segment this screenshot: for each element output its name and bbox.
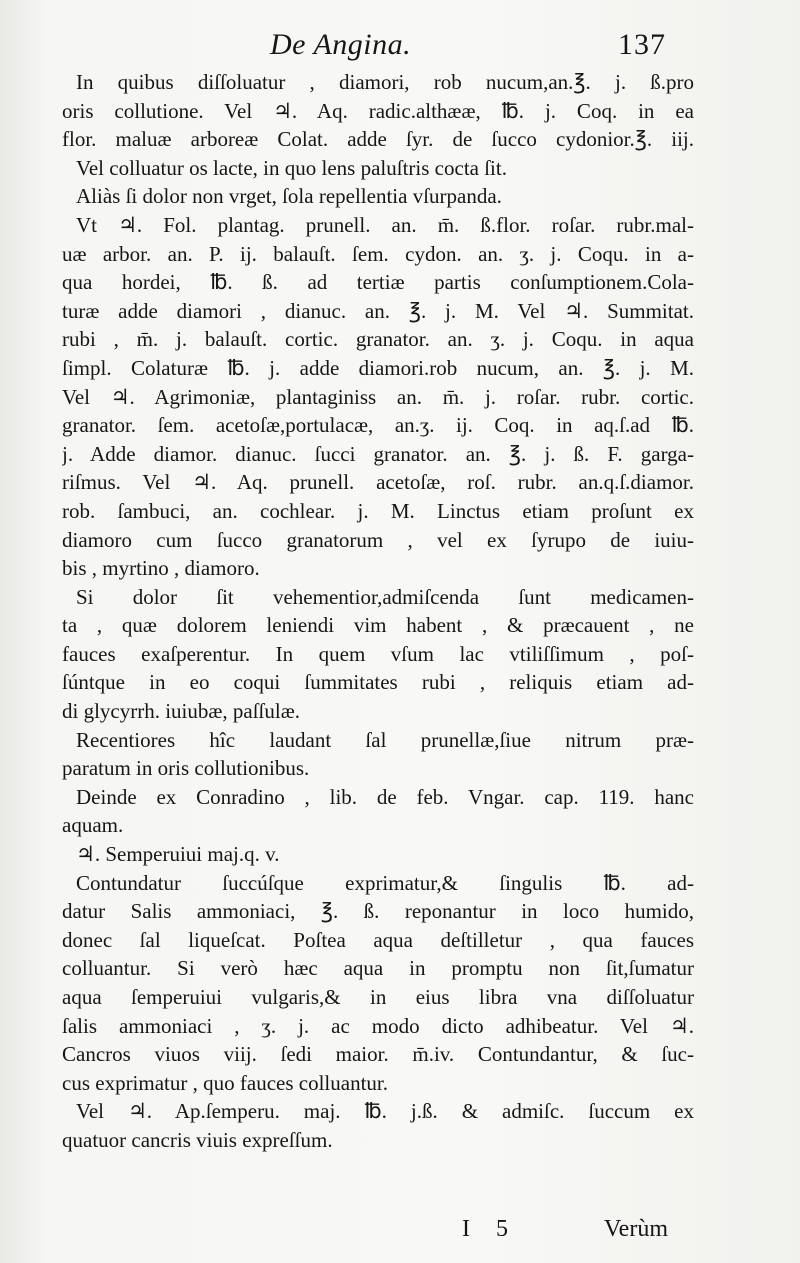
catchword: Verùm xyxy=(604,1216,668,1242)
text-line: Si dolor ſit vehementior,admiſcenda ſunt medicamen- xyxy=(76,584,694,609)
text-line: ſalis ammoniaci , ʒ. j. ac modo dicto adhibeatur. Vel ♃. xyxy=(62,1013,694,1038)
text-line: paratum in oris collutionibus. xyxy=(62,756,310,781)
page-number: 137 xyxy=(618,28,666,61)
text-line: datur Salis ammoniaci, ℥. ß. reponantur in loco humido, xyxy=(62,899,694,924)
text-line: Vel ♃. Agrimoniæ, plantaginiss an. m̄. j. roſar. rubr. cortic. xyxy=(62,384,694,409)
text-line: ſimpl. Colaturæ ℔. j. adde diamori.rob nucum, an. ℥. j. M. xyxy=(62,355,694,380)
text-line: flor. maluæ arboreæ Colat. adde ſyr. de ſucco cydonior.℥. iij. xyxy=(62,127,694,152)
text-line: Deinde ex Conradino , lib. de feb. Vngar. cap. 119. hanc xyxy=(76,784,694,809)
text-line: In quibus diſſoluatur , diamori, rob nucum,an.℥. j. ß.pro xyxy=(76,70,694,94)
text-line: fauces exaſperentur. In quem vſum lac vtiliſſimum , poſ- xyxy=(62,641,694,666)
page-footer xyxy=(0,1216,800,1252)
text-line: Vel colluatur os lacte, in quo lens paluſtris cocta ſit. xyxy=(76,155,507,180)
text-line: Cancros viuos viij. ſedi maior. m̄.iv. Contundantur, & ſuc- xyxy=(62,1042,694,1067)
text-line: riſmus. Vel ♃. Aq. prunell. acetoſæ, roſ. rubr. an.q.ſ.diamor. xyxy=(62,470,694,495)
text-line: ta , quæ dolorem leniendi vim habent , & præcauent , ne xyxy=(62,613,694,638)
text-line: ♃. Semperuiui maj.q. v. xyxy=(76,842,280,867)
text-line: Recentiores hîc laudant ſal prunellæ,ſiue nitrum præ- xyxy=(76,727,694,752)
running-title: De Angina. xyxy=(270,28,412,61)
text-line: turæ adde diamori , dianuc. an. ℥. j. M. Vel ♃. Summitat. xyxy=(62,298,694,323)
page-header xyxy=(0,26,800,70)
text-line: qua hordei, ℔. ß. ad tertiæ partis conſumptionem.Cola- xyxy=(62,270,694,295)
body-text xyxy=(62,68,694,1155)
text-line: ſúntque in eo coqui ſummitates rubi , reliquis etiam ad- xyxy=(62,670,694,695)
text-line: aquam. xyxy=(62,813,124,838)
text-line: j. Adde diamor. dianuc. ſucci granator. an. ℥. j. ß. F. garga- xyxy=(62,441,694,466)
text-line: uæ arbor. an. P. ij. balauſt. ſem. cydon. an. ʒ. j. Coqu. in a- xyxy=(62,241,694,266)
text-line: rob. ſambuci, an. cochlear. j. M. Linctus etiam proſunt ex xyxy=(62,498,694,523)
text-line: diamoro cum ſucco granatorum , vel ex ſyrupo de iuiu- xyxy=(62,527,694,552)
text-line: di glycyrrh. iuiubæ, paſſulæ. xyxy=(62,699,300,724)
text-line: Contundatur ſuccúſque exprimatur,& ſingulis ℔. ad- xyxy=(76,870,694,895)
text-line: cus exprimatur , quo fauces colluantur. xyxy=(62,1070,388,1095)
text-line: oris collutione. Vel ♃. Aq. radic.althææ, ℔. j. Coq. in ea xyxy=(62,98,694,123)
text-line: granator. ſem. acetoſæ,portulacæ, an.ʒ. ij. Coq. in aq.ſ.ad ℔. xyxy=(62,413,694,438)
text-line: bis , myrtino , diamoro. xyxy=(62,556,260,581)
text-line: Aliàs ſi dolor non vrget, ſola repellentia vſurpanda. xyxy=(76,184,502,209)
text-line: rubi , m̄. j. balauſt. cortic. granator. an. ʒ. j. Coqu. in aqua xyxy=(62,327,694,352)
text-line: Vt ♃. Fol. plantag. prunell. an. m̄. ß.flor. roſar. rubr.mal- xyxy=(76,212,694,237)
text-line: Vel ♃. Ap.ſemperu. maj. ℔. j.ß. & admiſc. ſuccum ex xyxy=(76,1099,694,1124)
text-line: aqua ſemperuiui vulgaris,& in eius libra vna diſſoluatur xyxy=(62,985,694,1009)
signature-mark: I 5 xyxy=(462,1216,518,1242)
text-line: donec ſal liqueſcat. Poſtea aqua deſtilletur , qua fauces xyxy=(62,927,694,952)
text-line: quatuor cancris viuis expreſſum. xyxy=(62,1127,333,1152)
text-line: colluantur. Si verò hæc aqua in promptu non ſit,ſumatur xyxy=(62,956,694,981)
